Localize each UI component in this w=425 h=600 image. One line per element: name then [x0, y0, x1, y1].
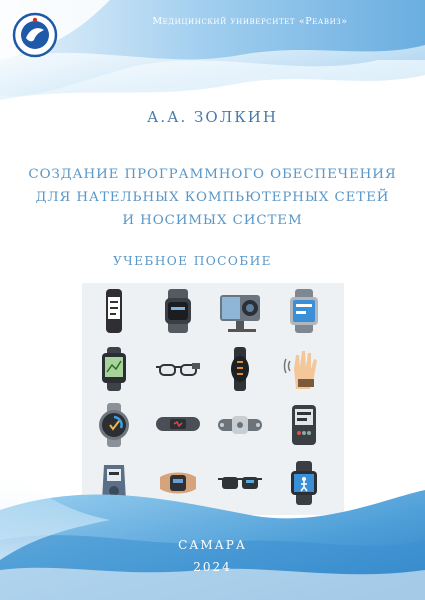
author-name: А.А. ЗОЛКИН [147, 108, 278, 126]
publication-city: САМАРА [178, 538, 247, 552]
fitness-band-icon [90, 289, 138, 333]
heart-rate-band-icon [154, 403, 202, 447]
title-line: СОЗДАНИЕ ПРОГРАММНОГО ОБЕСПЕЧЕНИЯ [28, 167, 397, 182]
armband-sensor-icon [216, 403, 264, 447]
gps-tracker-icon [90, 347, 138, 391]
fitness-tracker-icon [216, 347, 264, 391]
university-logo-icon [12, 12, 58, 58]
book-subtitle: УЧЕБНОЕ ПОСОБИЕ [113, 254, 272, 268]
smart-glasses-icon [154, 347, 202, 391]
publication-year: 2024 [193, 560, 232, 574]
gesture-hand-icon [280, 347, 328, 391]
smartwatch-square-icon [154, 289, 202, 333]
university-name: Медицинский университет «Реавиз» [152, 16, 348, 27]
monitor-device-icon [280, 403, 328, 447]
title-line: ДЛЯ НАТЕЛЬНЫХ КОМПЬЮТЕРНЫХ СЕТЕЙ [35, 190, 390, 205]
title-line: И НОСИМЫХ СИСТЕМ [122, 213, 303, 228]
book-title [20, 163, 405, 232]
smartwatch-blue-icon [280, 289, 328, 333]
action-camera-icon [216, 289, 264, 333]
round-smartwatch-icon [90, 403, 138, 447]
bottom-wave-decoration [0, 470, 425, 600]
